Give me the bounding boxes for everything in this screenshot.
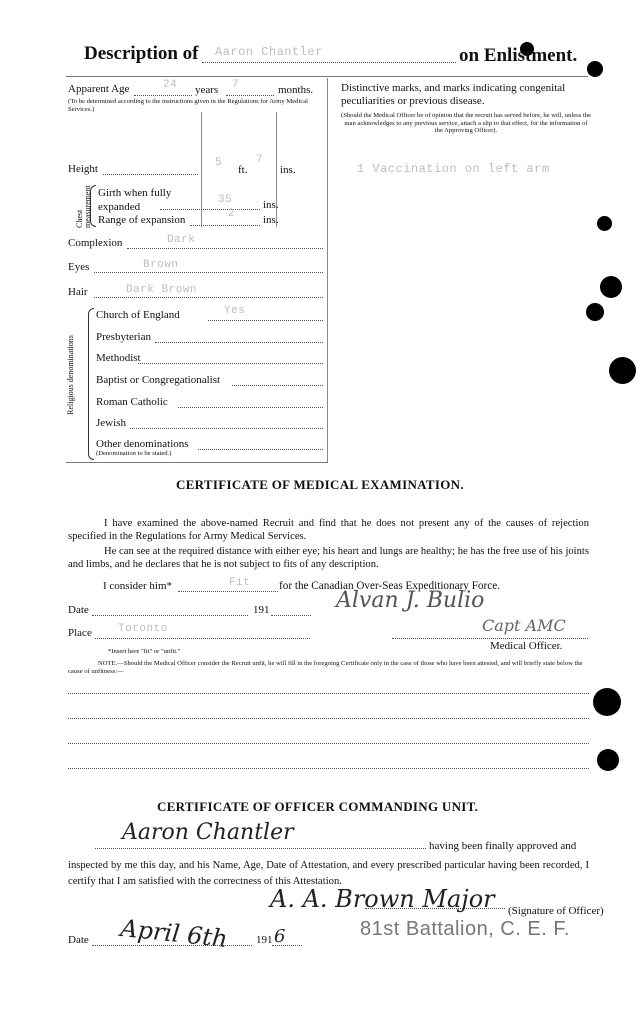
- chest-side-label: Chest measurement: [75, 185, 92, 228]
- religion-note: (Denomination to be stated.): [96, 450, 172, 457]
- height-line: [103, 174, 198, 175]
- top-rule: [66, 76, 588, 77]
- commanding-text: inspected by me this day, and his Name, Age, Date of Attestation, and every prescribed particular having been recorded, I certify that I am satisfied with the correctness of this Attestation.: [68, 860, 589, 887]
- hair-label: Hair: [68, 286, 88, 298]
- commanding-date-value: April 6th: [119, 914, 229, 954]
- years-label: years: [195, 84, 219, 96]
- complexion-label: Complexion: [68, 237, 123, 249]
- age-years-line: [134, 95, 192, 96]
- punch-hole: [609, 357, 636, 384]
- religion-line: [138, 363, 323, 364]
- place-line: [95, 638, 310, 639]
- commanding-date-label: Date: [68, 934, 89, 946]
- punch-hole: [593, 688, 621, 716]
- hair-value: Dark Brown: [126, 284, 198, 296]
- medical-certificate-heading: CERTIFICATE OF MEDICAL EXAMINATION.: [176, 477, 464, 492]
- place-value: Toronto: [118, 623, 168, 635]
- religion-jewish: Jewish: [96, 417, 126, 429]
- height-ft: 5: [215, 157, 223, 169]
- age-years: 24: [163, 79, 178, 91]
- age-label: Apparent Age: [68, 83, 130, 95]
- religion-side-label: Religious denominations: [66, 335, 75, 415]
- age-note: (To be determined according to the instructions given in the Regulations for Army Medical Services.): [68, 98, 308, 113]
- distinctive-marks-heading: Distinctive marks, and marks indicating congenital peculiarities or previous disease.: [341, 82, 566, 107]
- religion-brace: [88, 308, 94, 460]
- age-months-line: [226, 95, 274, 96]
- recruit-name: Aaron Chantler: [215, 45, 323, 59]
- religion-line: [178, 407, 323, 408]
- approved-text: having been finally approved and: [429, 840, 577, 852]
- religion-baptist: Baptist or Congregationalist: [96, 374, 221, 386]
- title-prefix: Description of: [84, 43, 199, 64]
- girth-unit: ins.: [263, 199, 279, 211]
- punch-hole: [600, 276, 622, 298]
- eyes-line: [94, 272, 323, 273]
- punch-hole: [587, 61, 603, 77]
- religion-roman-catholic: Roman Catholic: [96, 396, 168, 408]
- eyes-value: Brown: [143, 259, 179, 271]
- unfit-note: NOTE.—Should the Medical Officer consider the Recruit unfit, he will fill in the foregoing Certificate only in the case of those who have been attested, and will briefly state below the cause of unfitness:—: [68, 660, 583, 675]
- distinctive-marks-note: (Should the Medical Officer be of opinion that the recruit has served before, he will, unless the man acknowledges to any previous service, attach a slip to that effect, for the information of the Approving Officer).: [341, 112, 591, 135]
- commanding-year-line: [272, 945, 302, 946]
- height-in: 7: [256, 154, 264, 166]
- complexion-value: Dark: [167, 234, 196, 246]
- medical-year-line: [271, 615, 311, 616]
- expansion-unit: ins.: [263, 214, 279, 226]
- medical-date-line: [92, 615, 248, 616]
- consider-value: Fit: [229, 577, 251, 589]
- height-label: Height: [68, 163, 98, 175]
- complexion-line: [127, 248, 323, 249]
- medical-para-1: I have examined the above-named Recruit and find that he does not present any of the causes of rejection specified in the Regulations for Army Medical Services.: [68, 518, 589, 542]
- medical-officer-label: Medical Officer.: [490, 640, 563, 652]
- medical-para-2: He can see at the required distance with either eye; his heart and lungs are healthy; he has the free use of his joints and limbs, and he declares that he is not subject to fits of any description.: [68, 546, 589, 570]
- expansion-label: Range of expansion: [98, 214, 186, 226]
- name-line: [202, 62, 456, 63]
- battalion-stamp: 81st Battalion, C. E. F.: [360, 918, 570, 940]
- commanding-officer-line: [365, 908, 505, 909]
- expansion-value: 2: [228, 208, 236, 220]
- hair-line: [94, 297, 323, 298]
- unfitness-line: [68, 693, 589, 694]
- consider-label: I consider him*: [103, 580, 173, 592]
- medical-officer-signature: Alvan J. Bulio: [336, 588, 485, 613]
- religion-line: [130, 428, 323, 429]
- girth-line: [160, 209, 260, 210]
- girth-label: Girth when fully expanded: [98, 187, 172, 213]
- religion-line: [155, 342, 323, 343]
- bottom-rule: [66, 462, 328, 463]
- commanding-certificate-heading: CERTIFICATE OF OFFICER COMMANDING UNIT.: [157, 799, 479, 814]
- unfitness-line: [68, 768, 589, 769]
- religion-line: [232, 385, 323, 386]
- religion-church-of-england: Church of England: [96, 309, 180, 321]
- medical-officer-rank: Capt AMC: [482, 616, 566, 635]
- force-label: for the Canadian Over-Seas Expeditionary Force.: [279, 580, 500, 592]
- commanding-officer-signature: A. A. Brown Major: [270, 885, 495, 913]
- religion-line: [198, 449, 323, 450]
- distinctive-marks-value: 1 Vaccination on left arm: [357, 162, 550, 176]
- eyes-label: Eyes: [68, 261, 90, 273]
- height-ins-label: ins.: [280, 164, 296, 176]
- religion-value: Yes: [224, 305, 246, 317]
- unfitness-line: [68, 718, 589, 719]
- commanding-year: 191: [256, 934, 273, 946]
- recruit-signature: Aaron Chantler: [122, 820, 294, 845]
- medical-date-label: Date: [68, 604, 89, 616]
- insert-note: *Insert here "fit" or "unfit.": [108, 648, 181, 655]
- age-months: 7: [232, 79, 240, 91]
- commanding-year-digit: 6: [274, 926, 286, 947]
- officer-signature-line: [392, 638, 588, 639]
- punch-hole: [597, 749, 619, 771]
- recruit-signature-line: [95, 848, 426, 849]
- punch-hole: [597, 216, 612, 231]
- religion-line: [208, 320, 323, 321]
- punch-hole: [586, 303, 604, 321]
- signature-of-officer-label: (Signature of Officer): [508, 905, 604, 917]
- title-suffix: on Enlistment.: [459, 45, 578, 66]
- religion-other: Other denominations: [96, 438, 189, 450]
- girth-value: 35: [218, 194, 233, 206]
- consider-line: [178, 591, 278, 592]
- religion-presbyterian: Presbyterian: [96, 331, 151, 343]
- months-label: months.: [278, 84, 314, 96]
- medical-year: 191: [253, 604, 270, 616]
- column-divider: [327, 78, 328, 462]
- religion-methodist: Methodist: [96, 352, 141, 364]
- unfitness-line: [68, 743, 589, 744]
- expansion-line: [190, 225, 260, 226]
- place-label: Place: [68, 627, 92, 639]
- chest-brace: [90, 185, 96, 227]
- ft-label: ft.: [238, 164, 248, 176]
